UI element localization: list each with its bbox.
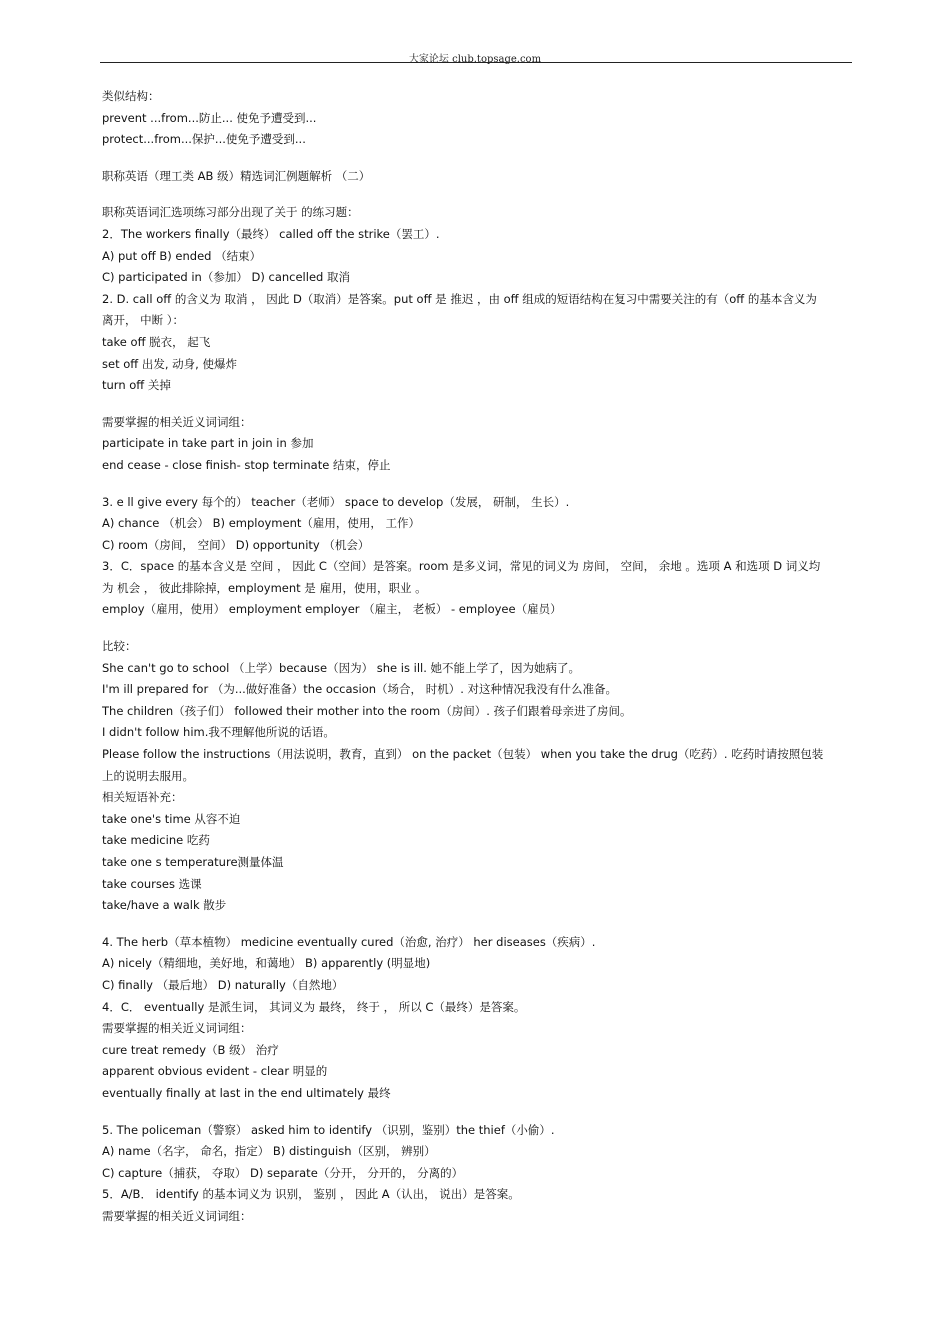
- text-line: end cease - close finish- stop terminate 结束，停止: [102, 457, 391, 472]
- text-line: take one's time 从容不迫: [102, 811, 241, 826]
- text-line: 比较：: [102, 639, 137, 654]
- text-line: C) participated in（参加） D) cancelled 取消: [102, 270, 350, 285]
- text-line: employ（雇用，使用） employment employer （雇主， 老板） - employee（雇员）: [102, 602, 562, 617]
- document-body: [102, 86, 852, 1228]
- text-line: 为 机会 ， 彼此排除掉，employment 是 雇用，使用，职业 。: [102, 580, 427, 595]
- text-line: protect...from...保护...使免予遭受到...: [102, 132, 306, 147]
- text-line: A) put off B) ended （结束）: [102, 248, 262, 263]
- text-line: 5．A/B． identify 的基本词义为 识别， 鉴别 ， 因此 A（认出， 说出）是答案。: [102, 1187, 520, 1202]
- text-line: 3. e ll give every 每个的） teacher（老师） space to develop（发展， 研制， 生长）.: [102, 494, 570, 509]
- text-line: turn off 关掉: [102, 378, 171, 393]
- paragraph-gap: [102, 477, 852, 492]
- paragraph-gap: [102, 1105, 852, 1120]
- text-line: 职称英语（理工类 AB 级）精选词汇例题解析 （二）: [102, 168, 371, 183]
- text-line: C) finally （最后地） D) naturally（自然地）: [102, 977, 344, 992]
- text-line: 需要掌握的相关近义词词组：: [102, 1021, 252, 1036]
- text-line: A) chance （机会） B) employment（雇用，使用， 工作）: [102, 516, 421, 531]
- text-line: take one s temperature测量体温: [102, 855, 284, 869]
- text-line: take medicine 吃药: [102, 833, 210, 848]
- text-line: 需要掌握的相关近义词词组：: [102, 1208, 252, 1223]
- text-block: [102, 636, 852, 917]
- text-line: 类似结构：: [102, 89, 160, 103]
- text-line: 5. The policeman（警察） asked him to identify （识别，鉴别）the thief（小偷）.: [102, 1122, 555, 1137]
- text-block: [102, 166, 852, 188]
- page-header: 大家论坛 club.topsage.com: [408, 54, 542, 65]
- header-rule: [100, 62, 852, 63]
- text-line: 4. The herb（草本植物） medicine eventually cured（治愈, 治疗） her diseases（疾病）.: [102, 934, 596, 949]
- text-line: A) name（名字， 命名，指定） B) distinguish（区别， 辨别）: [102, 1144, 436, 1159]
- text-line: participate in take part in join in 参加: [102, 436, 314, 451]
- paragraph-gap: [102, 397, 852, 412]
- text-line: C) room（房间， 空间） D) opportunity （机会）: [102, 537, 370, 552]
- text-line: 职称英语词汇选项练习部分出现了关于 的练习题：: [102, 205, 359, 220]
- paragraph-gap: [102, 621, 852, 636]
- text-block: [102, 492, 852, 622]
- text-line: take courses 选课: [102, 876, 202, 891]
- text-block: [102, 412, 852, 477]
- text-line: eventually finally at last in the end ultimately 最终: [102, 1085, 391, 1100]
- paragraph-gap: [102, 151, 852, 166]
- text-line: take off 脱衣， 起飞: [102, 334, 211, 349]
- text-line: 2．The workers finally（最终） called off the strike（罢工）.: [102, 226, 440, 241]
- paragraph-gap: [102, 187, 852, 202]
- paragraph-gap: [102, 917, 852, 932]
- text-line: cure treat remedy（B 级） 治疗: [102, 1042, 279, 1057]
- text-line: A) nicely（精细地，美好地，和蔼地） B) apparently (明显地): [102, 956, 431, 971]
- text-block: [102, 932, 852, 1105]
- text-line: I'm ill prepared for （为...做好准备）the occasion（场合， 时机）. 对这种情况我没有什么准备。: [102, 682, 618, 697]
- text-line: C) capture（捕获， 夺取） D) separate（分开， 分开的， 分离的）: [102, 1165, 464, 1180]
- text-line: 需要掌握的相关近义词词组：: [102, 414, 252, 429]
- text-line: She can't go to school （上学）because（因为） she is ill. 她不能上学了，因为她病了。: [102, 660, 581, 675]
- text-line: 上的说明去服用。: [102, 768, 194, 783]
- text-line: 离开， 中断 ）：: [102, 313, 185, 328]
- text-line: Please follow the instructions（用法说明，教育，直到） on the packet（包装） when you take the drug（吃药）. 吃药时请按照包装: [102, 747, 824, 762]
- text-line: set off 出发, 动身, 使爆炸: [102, 356, 237, 371]
- text-line: 3．C．space 的基本含义是 空间 ， 因此 C（空间）是答案。room 是多义词，常见的词义为 房间， 空间， 余地 。选项 A 和选项 D 词义均: [102, 559, 821, 574]
- text-line: The children（孩子们） followed their mother into the room（房间）. 孩子们跟着母亲进了房间。: [102, 703, 632, 718]
- text-block: [102, 86, 852, 151]
- text-line: 相关短语补充：: [102, 790, 183, 805]
- text-line: take/have a walk 散步: [102, 898, 227, 913]
- text-line: apparent obvious evident - clear 明显的: [102, 1064, 328, 1079]
- text-line: prevent ...from...防止... 使免予遭受到...: [102, 110, 317, 125]
- text-line: I didn't follow him.我不理解他所说的话语。: [102, 725, 335, 740]
- text-block: [102, 202, 852, 396]
- text-line: 4．C． eventually 是派生词， 其词义为 最终， 终于 ， 所以 C（最终）是答案。: [102, 999, 526, 1014]
- text-line: 2. D. call off 的含义为 取消 ， 因此 D（取消）是答案。put off 是 推迟 ，由 off 组成的短语结构在复习中需要关注的有（off 的基本含义为: [102, 291, 817, 306]
- text-block: [102, 1120, 852, 1228]
